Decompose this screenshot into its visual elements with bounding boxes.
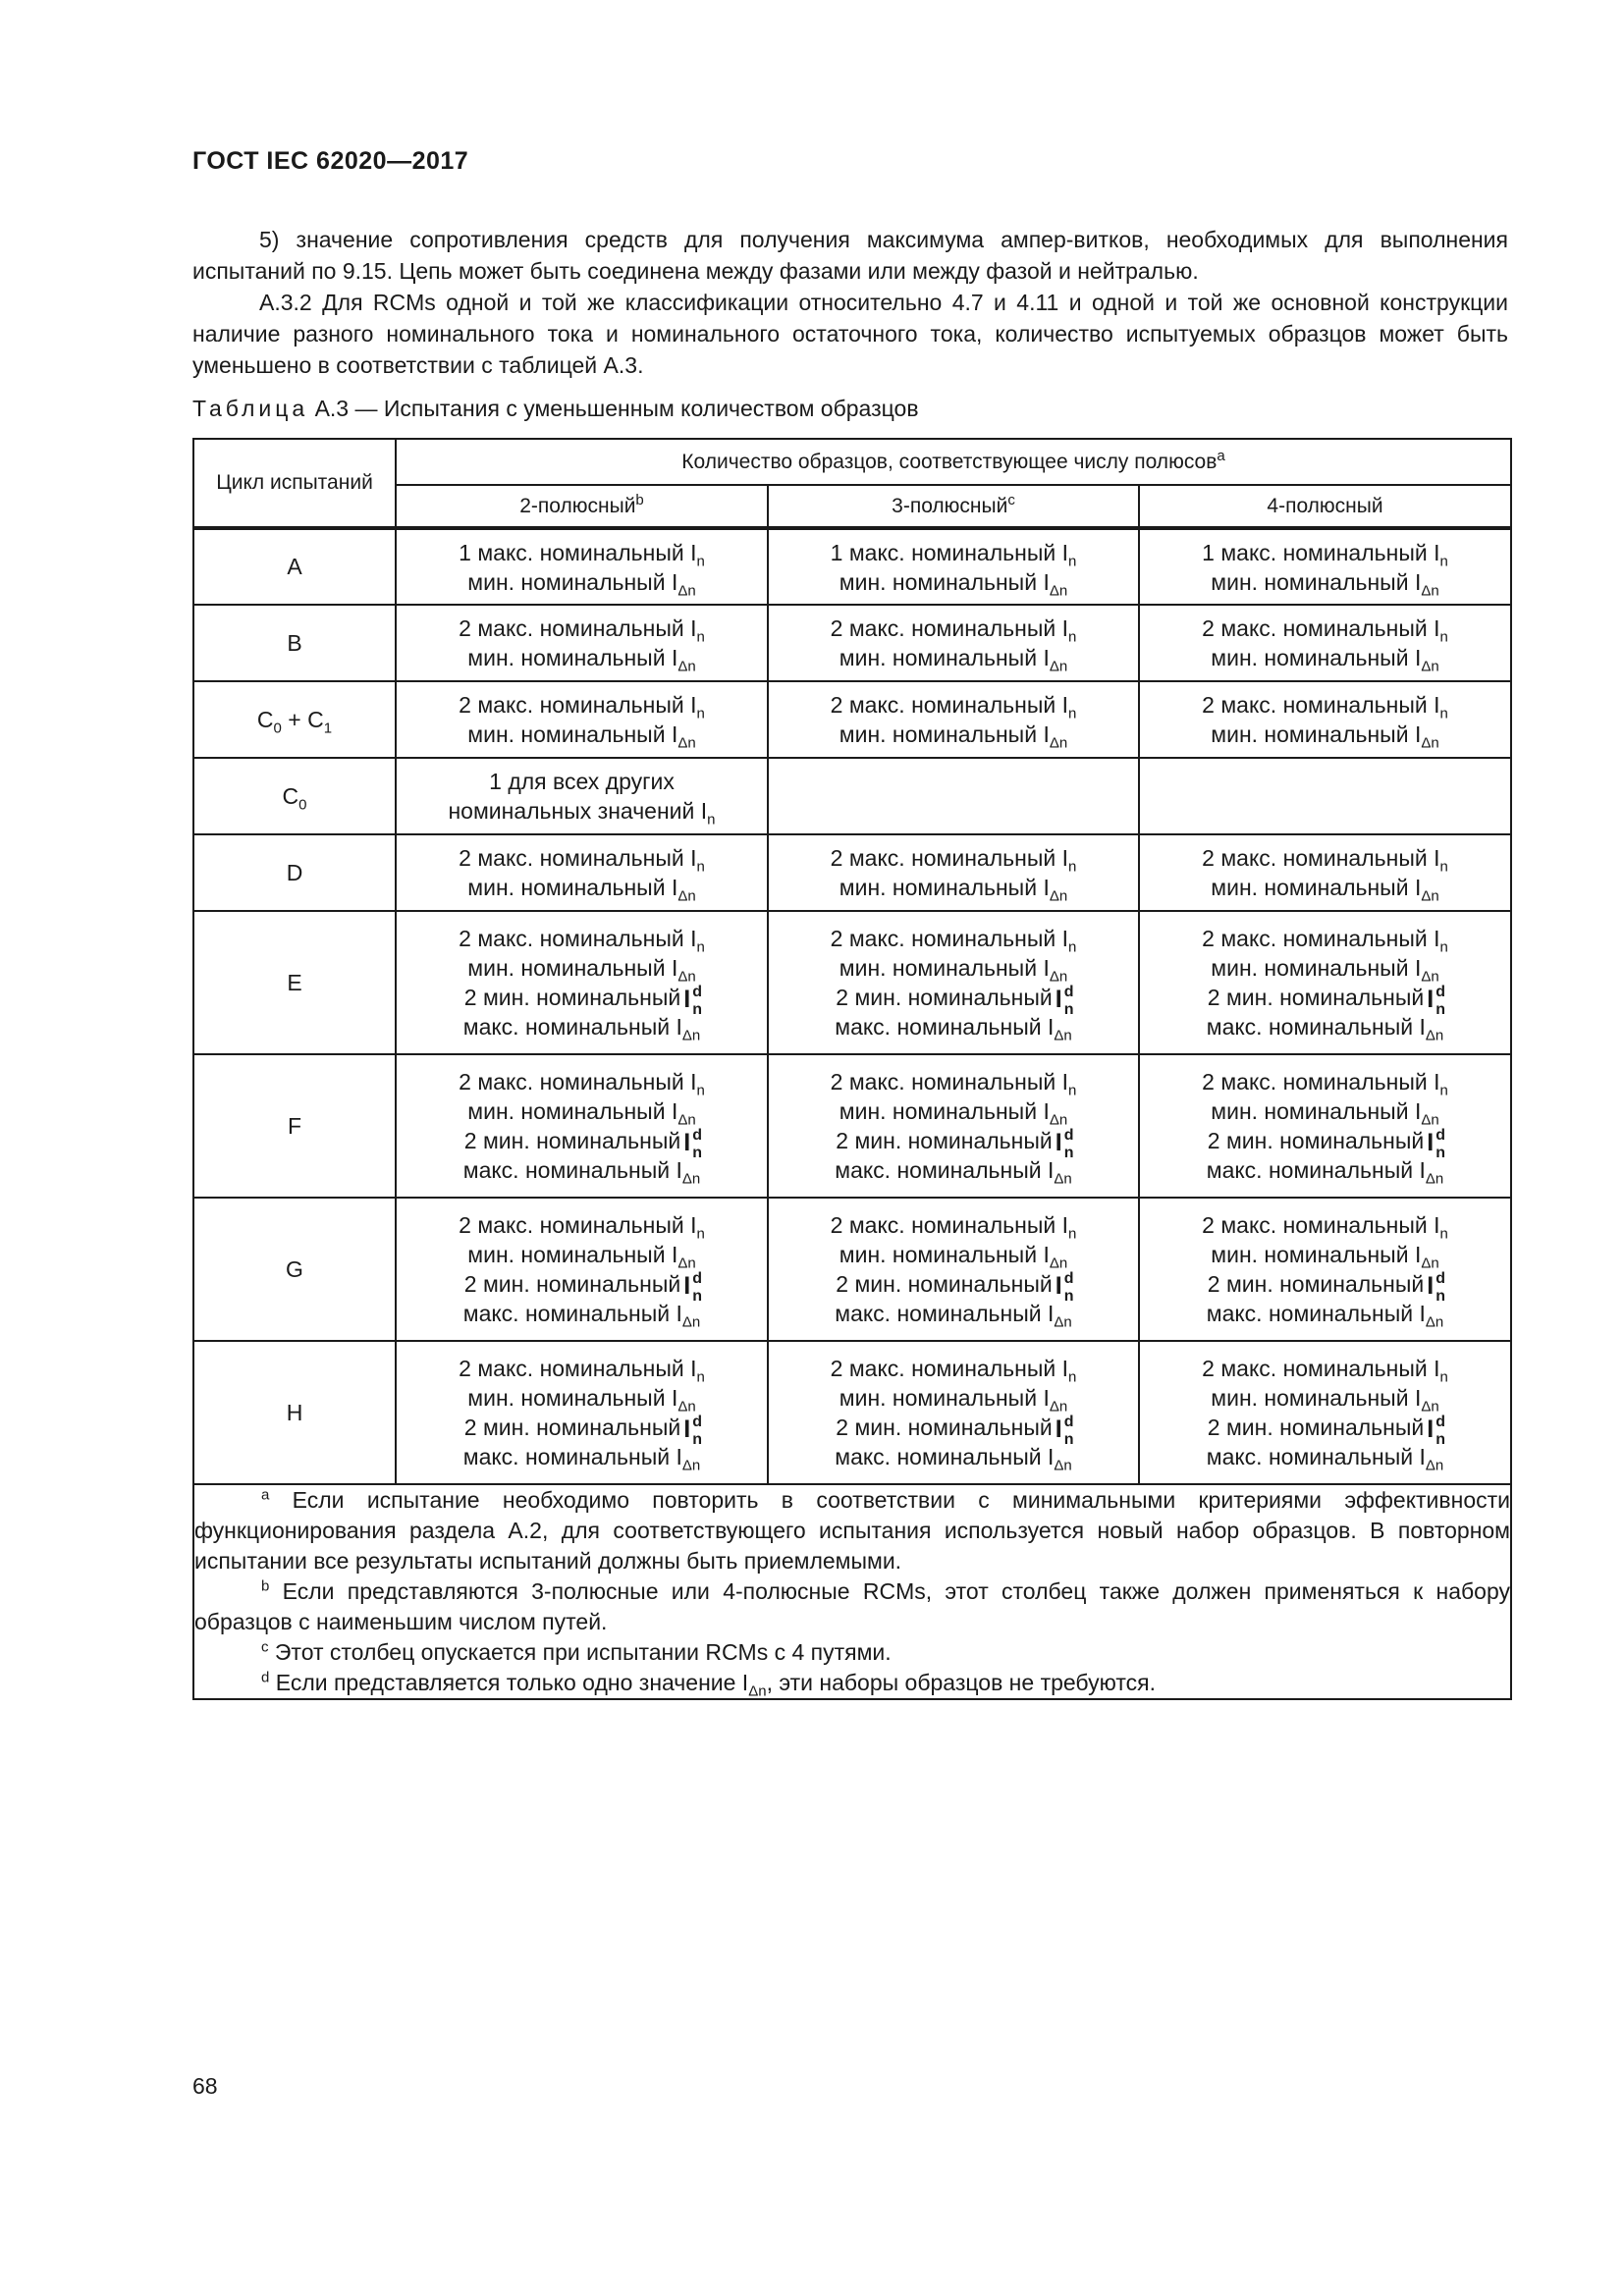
cell-line-min-in: 2 мин. номинальный I d n <box>1207 1127 1446 1161</box>
cell-line-min-idn: мин. номинальный $I_{\Delta n}$ <box>467 955 696 986</box>
cell-line-max-idn: макс. номинальный $I_{\Delta n}$ <box>1206 1014 1444 1044</box>
cell-line-min-in: 2 мин. номинальный I d n <box>836 1414 1074 1448</box>
footnote-b: $^b$ Если представляются 3-полюсные или 4-полюсные RCMs, этот столбец также должен применяться к набору образцов с наименьшим числом путей. <box>194 1577 1511 1634</box>
cell-3pole <box>768 834 1139 911</box>
cell-4pole <box>1139 1341 1511 1484</box>
cell-4pole <box>1139 834 1511 911</box>
cycle-cell: $C_0$ <box>193 758 396 834</box>
cell-2pole <box>396 1054 768 1198</box>
cell-2pole <box>396 758 768 834</box>
cell-line-min-idn: мин. номинальный $I_{\Delta n}$ <box>839 568 1068 600</box>
cell-line-min-in: 2 мин. номинальный I d n <box>836 984 1074 1018</box>
cell-4pole <box>1139 605 1511 681</box>
cell-line-max-in: 2 макс. номинальный $I_n$ <box>459 692 705 722</box>
bold-current-symbol: I d n <box>1055 1414 1074 1448</box>
cell-line-max-in: 2 макс. номинальный $I_n$ <box>1202 692 1448 722</box>
bold-current-symbol: I d n <box>1055 984 1074 1018</box>
cell-3pole <box>768 681 1139 758</box>
cycle-cell: F <box>193 1054 396 1198</box>
footnote-c: $^c$ Этот столбец опускается при испытании RCMs с 4 путями. <box>261 1638 892 1665</box>
cell-line-min-idn: мин. номинальный $I_{\Delta n}$ <box>1211 568 1439 600</box>
cell-line-max-in: 2 макс. номинальный $I_n$ <box>459 845 705 876</box>
cell-line-min-idn: мин. номинальный $I_{\Delta n}$ <box>839 645 1068 675</box>
cell-line-min-idn: мин. номинальный $I_{\Delta n}$ <box>839 1242 1068 1272</box>
table-row <box>193 681 1511 758</box>
cell-line-min-in: 2 мин. номинальный I d n <box>463 1414 703 1448</box>
table-footnotes <box>193 1484 1511 1699</box>
cell-line-max-idn: макс. номинальный $I_{\Delta n}$ <box>1206 1444 1444 1474</box>
cell-4pole <box>1139 1198 1511 1341</box>
cell-line-max-idn: макс. номинальный $I_{\Delta n}$ <box>835 1157 1072 1188</box>
page-number: 68 <box>192 2073 218 2099</box>
cell-line-min-idn: мин. номинальный $I_{\Delta n}$ <box>839 955 1068 986</box>
cell-2pole <box>396 681 768 758</box>
cell-line-max-idn: макс. номинальный $I_{\Delta n}$ <box>835 1014 1072 1044</box>
cell-line-min-idn: мин. номинальный $I_{\Delta n}$ <box>467 1098 696 1129</box>
table-caption-label: Таблица <box>192 396 309 421</box>
cycle-cell: D <box>193 834 396 911</box>
footnote-d: $^d$ Если представляется только одно значение $I_{\Delta n}$, эти наборы образцов не требуются. <box>261 1669 1156 1700</box>
table-row <box>193 528 1511 605</box>
paragraph-a32: А.3.2 Для RCMs одной и той же классификации относительно 4.7 и 4.11 и одной и той же основной конструкции наличие разного номинального тока и номинального остаточного тока, количество испытуемых образцов может быть уменьшено в соответствии с таблицей А.3. <box>192 290 1508 378</box>
cell-line-max-in: 2 макс. номинальный $I_n$ <box>1202 1069 1448 1099</box>
footnote-a: $^a$ Если испытание необходимо повторить в соответствии с минимальными критериями эффективности функционирования раздела А.2, для соответствующего испытания используется новый набор образцов. В повторном испытании все результаты испытаний должны быть приемлемыми. <box>194 1486 1510 1574</box>
cell-line-max-in: 2 макс. номинальный $I_n$ <box>830 615 1077 646</box>
cell-line-min-idn: мин. номинальный $I_{\Delta n}$ <box>467 875 696 905</box>
cell-line-max-idn: макс. номинальный $I_{\Delta n}$ <box>462 1014 701 1044</box>
bold-current-symbol: I d n <box>683 1414 703 1448</box>
sample-table <box>192 438 1512 1700</box>
cell-line-max-in: 2 макс. номинальный $I_n$ <box>1202 1212 1448 1243</box>
cell-line-min-idn: мин. номинальный $I_{\Delta n}$ <box>1211 955 1439 986</box>
cell-line-max-idn: макс. номинальный $I_{\Delta n}$ <box>462 1301 701 1331</box>
cell-line-max-in: 2 макс. номинальный $I_n$ <box>830 692 1077 722</box>
table-row <box>193 834 1511 911</box>
cell-4pole <box>1139 681 1511 758</box>
cell-line-min-in: 2 мин. номинальный I d n <box>1207 1414 1446 1448</box>
cell-line-min-in: 2 мин. номинальный I d n <box>1207 1270 1446 1305</box>
cycle-cell: B <box>193 605 396 681</box>
cell-line-max-idn: макс. номинальный $I_{\Delta n}$ <box>835 1301 1072 1331</box>
cell-line-min-in: 2 мин. номинальный I d n <box>463 984 703 1018</box>
cell-3pole <box>768 605 1139 681</box>
table-caption <box>192 396 919 422</box>
cell-line-min-idn: мин. номинальный $I_{\Delta n}$ <box>1211 875 1439 905</box>
cycle-cell: $C_0 + C_1$ <box>193 681 396 758</box>
cell-4pole <box>1139 1054 1511 1198</box>
cell-line-max-in: 1 макс. номинальный $I_n$ <box>830 539 1077 570</box>
header-col-2pole: 2-полюсный$^b$ <box>396 485 768 528</box>
cell-line-min-in: 2 мин. номинальный I d n <box>463 1270 703 1305</box>
cell-3pole <box>768 758 1139 834</box>
bold-current-symbol: I d n <box>1427 1127 1446 1161</box>
cell-line-max-in: 2 макс. номинальный $I_n$ <box>1202 1356 1448 1386</box>
cell-line-min-idn: мин. номинальный $I_{\Delta n}$ <box>839 875 1068 905</box>
cell-3pole <box>768 911 1139 1054</box>
cell-line-max-in: 2 макс. номинальный $I_n$ <box>459 1069 705 1099</box>
cell-line-max-in: 2 макс. номинальный $I_n$ <box>1202 926 1448 956</box>
cell-line-max-in: 1 макс. номинальный $I_n$ <box>1202 539 1448 570</box>
table-row <box>193 1198 1511 1341</box>
cell-line-max-in: 2 макс. номинальный $I_n$ <box>459 1212 705 1243</box>
cell-line-max-idn: макс. номинальный $I_{\Delta n}$ <box>462 1444 701 1474</box>
cell-line-max-in: 2 макс. номинальный $I_n$ <box>459 615 705 646</box>
cycle-cell: G <box>193 1198 396 1341</box>
bold-current-symbol: I d n <box>1427 1270 1446 1305</box>
cell-line-min-in: 2 мин. номинальный I d n <box>463 1127 703 1161</box>
body-text <box>192 224 1508 381</box>
cell-line-max-in: 2 макс. номинальный $I_n$ <box>459 926 705 956</box>
table-row <box>193 1054 1511 1198</box>
cell-line-max-idn: макс. номинальный $I_{\Delta n}$ <box>1206 1301 1444 1331</box>
cell-line-max-in: 2 макс. номинальный $I_n$ <box>1202 845 1448 876</box>
table-row <box>193 758 1511 834</box>
cell-line-min-idn: мин. номинальный $I_{\Delta n}$ <box>467 645 696 675</box>
cycle-cell: E <box>193 911 396 1054</box>
cell-line-min-idn: мин. номинальный $I_{\Delta n}$ <box>467 721 696 752</box>
cell-line-max-idn: макс. номинальный $I_{\Delta n}$ <box>1206 1157 1444 1188</box>
cell-4pole <box>1139 758 1511 834</box>
cell-line-min-idn: мин. номинальный $I_{\Delta n}$ <box>467 1385 696 1415</box>
bold-current-symbol: I d n <box>1055 1127 1074 1161</box>
paragraph-1: 5) значение сопротивления средств для получения максимума ампер-витков, необходимых для выполнения испытаний по 9.15. Цепь может быть соединена между фазами или между фазой и нейтралью. <box>192 227 1508 284</box>
cell-line-min-in: 2 мин. номинальный I d n <box>1207 984 1446 1018</box>
bold-current-symbol: I d n <box>683 1270 703 1305</box>
cell-2pole <box>396 605 768 681</box>
cell-2pole <box>396 834 768 911</box>
cell-3pole <box>768 528 1139 605</box>
header-col-3pole: 3-полюсный$^c$ <box>768 485 1139 528</box>
table-row <box>193 911 1511 1054</box>
header-count: Количество образцов, соответствующее числу полюсов$^a$ <box>396 439 1511 485</box>
cell-2pole <box>396 1198 768 1341</box>
table-row <box>193 1341 1511 1484</box>
table-caption-text: А.3 — Испытания с уменьшенным количеством образцов <box>314 396 919 421</box>
cell-2pole <box>396 1341 768 1484</box>
cell-line-max-in: 2 макс. номинальный $I_n$ <box>830 845 1077 876</box>
cell-line-min-idn: мин. номинальный $I_{\Delta n}$ <box>1211 645 1439 675</box>
cell-line-min-idn: мин. номинальный $I_{\Delta n}$ <box>839 1385 1068 1415</box>
cell-line-max-idn: макс. номинальный $I_{\Delta n}$ <box>835 1444 1072 1474</box>
bold-current-symbol: I d n <box>683 984 703 1018</box>
cell-line-min-in: 2 мин. номинальный I d n <box>836 1270 1074 1305</box>
cell-line-max-in: 2 макс. номинальный $I_n$ <box>830 926 1077 956</box>
cell-3pole <box>768 1198 1139 1341</box>
cell-2pole <box>396 528 768 605</box>
cell-line-min-in: 2 мин. номинальный I d n <box>836 1127 1074 1161</box>
cell-line-min-idn: мин. номинальный $I_{\Delta n}$ <box>839 1098 1068 1129</box>
cell-line-max-in: 2 макс. номинальный $I_n$ <box>459 1356 705 1386</box>
cell-line-max-in: 2 макс. номинальный $I_n$ <box>830 1069 1077 1099</box>
cell-line-max-idn: макс. номинальный $I_{\Delta n}$ <box>462 1157 701 1188</box>
cell-line-max-in: 2 макс. номинальный $I_n$ <box>830 1212 1077 1243</box>
cell-line-c0-2: номинальных значений $I_n$ <box>448 798 716 828</box>
cell-2pole <box>396 911 768 1054</box>
cell-line-c0-1: 1 для всех других <box>489 769 675 794</box>
header-col-4pole: 4-полюсный <box>1139 485 1511 528</box>
cell-3pole <box>768 1341 1139 1484</box>
cell-line-max-in: 2 макс. номинальный $I_n$ <box>1202 615 1448 646</box>
bold-current-symbol: I d n <box>1427 1414 1446 1448</box>
cell-line-min-idn: мин. номинальный $I_{\Delta n}$ <box>1211 1242 1439 1272</box>
cell-4pole <box>1139 911 1511 1054</box>
table-row <box>193 605 1511 681</box>
cell-line-max-in: 2 макс. номинальный $I_n$ <box>830 1356 1077 1386</box>
cell-line-min-idn: мин. номинальный $I_{\Delta n}$ <box>1211 721 1439 752</box>
cell-3pole <box>768 1054 1139 1198</box>
cell-line-min-idn: мин. номинальный $I_{\Delta n}$ <box>1211 1385 1439 1415</box>
cell-line-min-idn: мин. номинальный $I_{\Delta n}$ <box>467 568 696 600</box>
cycle-cell: H <box>193 1341 396 1484</box>
cycle-cell: A <box>193 528 396 605</box>
cell-line-min-idn: мин. номинальный $I_{\Delta n}$ <box>839 721 1068 752</box>
document-header: ГОСТ IEC 62020—2017 <box>192 147 469 175</box>
bold-current-symbol: I d n <box>683 1127 703 1161</box>
bold-current-symbol: I d n <box>1427 984 1446 1018</box>
header-cycle: Цикл испытаний <box>193 439 396 528</box>
cell-line-min-idn: мин. номинальный $I_{\Delta n}$ <box>467 1242 696 1272</box>
cell-line-min-idn: мин. номинальный $I_{\Delta n}$ <box>1211 1098 1439 1129</box>
cell-4pole <box>1139 528 1511 605</box>
bold-current-symbol: I d n <box>1055 1270 1074 1305</box>
cell-line-max-in: 1 макс. номинальный $I_n$ <box>459 539 705 570</box>
